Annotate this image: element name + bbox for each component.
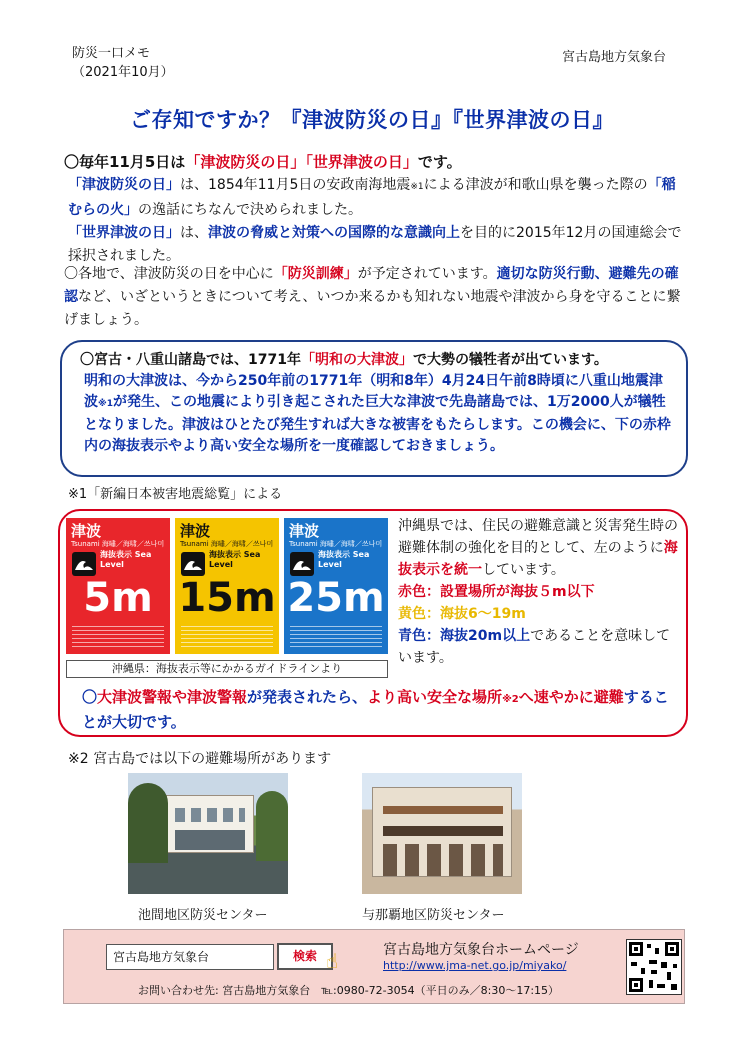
text: など、いざというときについて考え、いつか来るかも知れない地震や津波から身を守ることに繋げましょう。 bbox=[64, 289, 681, 328]
qr-code-icon[interactable] bbox=[626, 939, 682, 995]
lead-highlight: 「津波防災の日」「世界津波の日」 bbox=[185, 153, 418, 171]
drill-term: 「防災訓練」 bbox=[273, 266, 358, 282]
lead-text-end: です。 bbox=[417, 153, 462, 171]
ikema-caption: 池間地区防災センター bbox=[138, 908, 268, 923]
footnote-1: ※1「新編日本被害地震総覧」による bbox=[68, 487, 283, 502]
sign-value: 15m bbox=[178, 575, 276, 621]
wave-icon bbox=[72, 552, 96, 576]
text: が予定されています。 bbox=[357, 266, 497, 282]
side-paragraph bbox=[398, 515, 683, 581]
footnote-2: ※2 宮古島では以下の避難場所があります bbox=[68, 751, 332, 767]
text: が発表されたら、 bbox=[247, 688, 368, 706]
blue-term: 青色：海抜20m以上 bbox=[398, 628, 531, 644]
lead-text: 〇毎年11月5日は bbox=[64, 153, 186, 171]
sign-sub: Tsunami 海嘯／海啸／쓰나미 bbox=[289, 540, 383, 548]
yonaha-center-photo bbox=[362, 773, 522, 894]
world-tsunami-day-term: 「世界津波の日」 bbox=[68, 225, 180, 241]
section-tsunami-day bbox=[64, 151, 684, 268]
building-shape bbox=[372, 787, 512, 877]
wave-icon bbox=[181, 552, 205, 576]
memo-title: 防災一口メモ bbox=[72, 46, 151, 61]
sea-level-signs bbox=[66, 518, 388, 658]
section1-lead bbox=[64, 151, 684, 174]
sign-label: 海抜表示 Sea Level bbox=[209, 550, 261, 569]
yonaha-caption: 与那覇地区防災センター bbox=[362, 908, 505, 923]
footnote-mark: ※1 bbox=[410, 182, 424, 192]
text: 明和の大津波は、今から250年前の1771年（明和8年）4月24日午前8時頃に八重山地震津波 bbox=[84, 373, 663, 410]
text: を目的に2015年12月の国連総会で採択されました。 bbox=[68, 225, 682, 264]
tsunami-day-term: 「津波防災の日」 bbox=[68, 177, 180, 193]
meiwa-term: 「明和の大津波」 bbox=[300, 352, 413, 368]
memo-date: （2021年10月） bbox=[72, 65, 174, 80]
section-drills bbox=[64, 263, 684, 332]
yellow-meaning: 黄色：海抜6～19m bbox=[398, 606, 526, 622]
sign-label: 海抜表示 Sea Level bbox=[100, 550, 152, 569]
text: で大勢の犠牲者が出ています。 bbox=[412, 352, 608, 368]
section1-line1 bbox=[64, 174, 684, 222]
sign-fine-print bbox=[290, 626, 382, 648]
red-meaning: 赤色：設置場所が海抜５m以下 bbox=[398, 584, 595, 600]
sign-head: 津波 bbox=[180, 522, 211, 540]
footnote-mark: ※1 bbox=[98, 399, 114, 409]
meiwa-head bbox=[80, 349, 672, 371]
wave-icon bbox=[290, 552, 314, 576]
meiwa-body bbox=[80, 371, 672, 457]
sign-value: 25m bbox=[287, 575, 385, 621]
text: による津波が和歌山県を襲った際の bbox=[423, 177, 648, 193]
evacuate-term: へ速やかに避難 bbox=[518, 688, 624, 706]
building-shape bbox=[166, 795, 254, 853]
memo-header bbox=[72, 44, 174, 82]
text: 〇各地で、津波防災の日を中心に bbox=[64, 266, 274, 282]
search-button[interactable]: 検索 bbox=[277, 943, 333, 970]
text: しています。 bbox=[482, 562, 565, 578]
sign-label: 海抜表示 Sea Level bbox=[318, 550, 370, 569]
text: 〇宮古・八重山諸島では、1771年 bbox=[80, 352, 301, 368]
text: することが大切です。 bbox=[82, 688, 669, 731]
signs-caption: 沖縄県：海抜表示等にかかるガイドラインより bbox=[66, 660, 388, 678]
awareness-term: 津波の脅威と対策への国際的な意識向上 bbox=[208, 225, 460, 241]
sign-value: 5m bbox=[83, 575, 153, 621]
safe-place-term: より高い安全な場所 bbox=[367, 688, 503, 706]
text: が発生、この地震により引き起こされた巨大な津波で先島諸島では、1万2000人が犠牲となりました。津波はひとたび発生すれば大きな被害をもたらします。この機会に、下の赤枠内の海抜表示やより高い安全な場所を一度確認しておきましょう。 bbox=[84, 394, 671, 454]
text: は、1854年11月5日の安政南海地震 bbox=[180, 177, 411, 193]
unify-term: 海抜表示を統一 bbox=[398, 540, 678, 578]
action-term: 適切な防災行動、避難先の確認 bbox=[64, 266, 679, 305]
sign-yellow bbox=[175, 518, 279, 654]
sea-level-explanation bbox=[398, 515, 683, 669]
contact-info: お問い合わせ先: 宮古島地方気象台 ℡:0980-72-3054（平日のみ／8:30～17:15） bbox=[138, 984, 560, 997]
sign-sub: Tsunami 海嘯／海啸／쓰나미 bbox=[71, 540, 165, 548]
inamura-term: 「稲むらの火」 bbox=[68, 177, 676, 218]
meiwa-tsunami-box bbox=[60, 340, 688, 477]
sign-blue bbox=[284, 518, 388, 654]
homepage-label: 宮古島地方気象台ホームページ bbox=[383, 942, 579, 958]
text: 〇 bbox=[82, 688, 98, 706]
evacuation-alert bbox=[82, 686, 682, 733]
office-name: 宮古島地方気象台 bbox=[561, 50, 666, 65]
pointing-hand-icon: ☝ bbox=[326, 949, 339, 973]
sign-head: 津波 bbox=[289, 522, 320, 540]
sign-fine-print bbox=[181, 626, 273, 648]
footnote-mark: ※2 bbox=[502, 694, 519, 705]
warning-term: 大津波警報や津波警報 bbox=[97, 688, 248, 706]
sign-sub: Tsunami 海嘯／海啸／쓰나미 bbox=[180, 540, 274, 548]
text: 沖縄県では、住民の避難意識と災害発生時の避難体制の強化を目的として、左のように bbox=[398, 518, 678, 556]
text: であることを意味しています。 bbox=[398, 628, 671, 666]
text: の逸話にちなんで決められました。 bbox=[138, 202, 362, 218]
search-input[interactable]: 宮古島地方気象台 bbox=[106, 944, 274, 970]
ikema-center-photo bbox=[128, 773, 288, 894]
homepage-link[interactable]: http://www.jma-net.go.jp/miyako/ bbox=[383, 959, 567, 972]
section1-line2 bbox=[64, 222, 684, 268]
sign-red bbox=[66, 518, 170, 654]
sign-fine-print bbox=[72, 626, 164, 648]
page-title: ご存知ですか？『津波防災の日』『世界津波の日』 bbox=[130, 108, 614, 132]
text: は、 bbox=[180, 225, 208, 241]
blue-meaning bbox=[398, 625, 683, 669]
sign-head: 津波 bbox=[71, 522, 102, 540]
